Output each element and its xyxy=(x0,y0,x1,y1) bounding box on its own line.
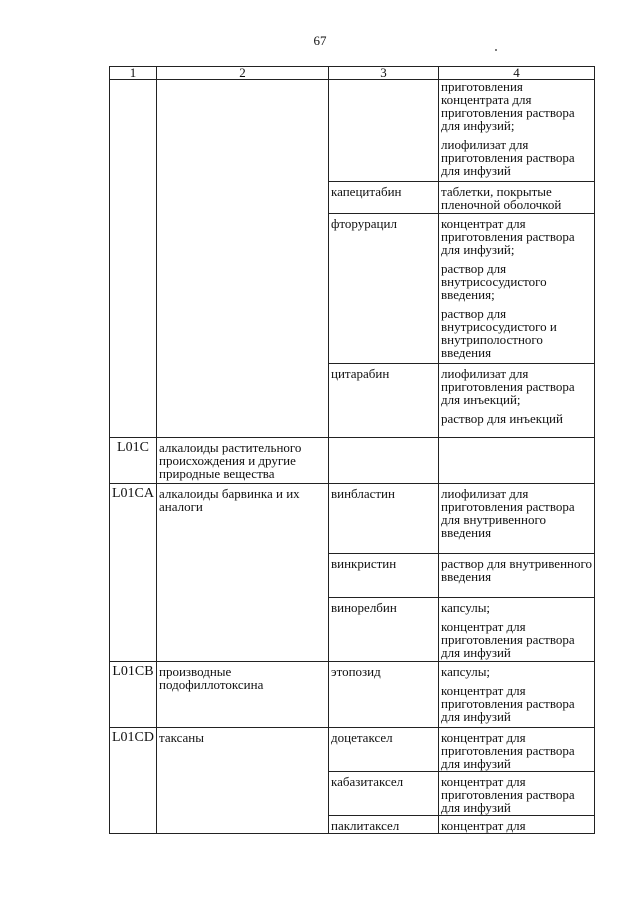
dosage-form: приготовления концентрата для приготовления раствора для инфузий; xyxy=(441,79,575,133)
dosage-form: концентрат для приготовления раствора для инфузий xyxy=(441,619,575,660)
drug-name-cell: этопозид xyxy=(329,662,439,728)
dosage-forms-cell xyxy=(439,816,595,834)
group-name-cell: алкалоиды барвинка и их аналоги xyxy=(157,484,329,662)
dosage-form: концентрат для приготовления раствора для инфузий xyxy=(441,730,575,771)
drug-name-cell: винорелбин xyxy=(329,598,439,662)
dosage-form: концентрат для приготовления раствора для инфузий xyxy=(441,774,575,815)
dosage-form: лиофилизат для приготовления раствора для инъекций; xyxy=(441,366,575,407)
drug-name-cell: фторурацил xyxy=(329,214,439,364)
drug-name-cell: капецитабин xyxy=(329,182,439,214)
drug-name-cell xyxy=(329,80,439,182)
dosage-forms-cell xyxy=(439,484,595,554)
dosage-form: раствор для внутрисосудистого введения; xyxy=(441,261,547,302)
dosage-forms-cell xyxy=(439,438,595,484)
dosage-form: концентрат для приготовления раствора для инфузий; xyxy=(441,216,575,257)
dosage-forms-cell xyxy=(439,662,595,728)
header-cell-4: 4 xyxy=(439,67,595,80)
group-name-cell: производные подофиллотоксина xyxy=(157,662,329,728)
dosage-forms-cell xyxy=(439,364,595,438)
dosage-form: концентрат для xyxy=(441,818,526,833)
dosage-form: лиофилизат для приготовления раствора для внутривенного введения xyxy=(441,486,575,540)
dosage-form: капсулы; xyxy=(441,600,491,615)
table-row xyxy=(110,728,595,772)
drug-name-cell: винбластин xyxy=(329,484,439,554)
table-row xyxy=(110,662,595,728)
drug-table xyxy=(109,66,595,834)
atc-code-cell: L01C xyxy=(110,438,157,484)
drug-name-cell: доцетаксел xyxy=(329,728,439,772)
dosage-form: таблетки, покрытые пленочной оболочкой xyxy=(441,184,562,212)
drug-name-cell: цитарабин xyxy=(329,364,439,438)
header-cell-3: 3 xyxy=(329,67,439,80)
speck-mark xyxy=(495,49,497,51)
atc-code-cell: L01CA xyxy=(110,484,157,662)
drug-name-cell: кабазитаксел xyxy=(329,772,439,816)
dosage-form: раствор для внутривенного введения xyxy=(441,556,592,584)
group-name-cell: алкалоиды растительного происхождения и другие природные вещества xyxy=(157,438,329,484)
dosage-form: раствор для инъекций xyxy=(441,411,563,426)
dosage-forms-cell xyxy=(439,772,595,816)
dosage-form: концентрат для приготовления раствора для инфузий xyxy=(441,683,575,724)
group-name-cell: таксаны xyxy=(157,728,329,834)
table-row xyxy=(110,484,595,554)
group-name-cell xyxy=(157,80,329,438)
atc-code-cell xyxy=(110,80,157,438)
dosage-forms-cell xyxy=(439,80,595,182)
dosage-forms-cell xyxy=(439,728,595,772)
drug-name-cell: паклитаксел xyxy=(329,816,439,834)
drug-name-cell: винкристин xyxy=(329,554,439,598)
table-row xyxy=(110,438,595,484)
dosage-forms-cell xyxy=(439,598,595,662)
drug-name-cell xyxy=(329,438,439,484)
dosage-forms-cell xyxy=(439,214,595,364)
header-cell-2: 2 xyxy=(157,67,329,80)
dosage-forms-cell xyxy=(439,554,595,598)
table-row xyxy=(110,80,595,182)
dosage-form: раствор для внутрисосудистого и внутриполостного введения xyxy=(441,306,557,360)
page-number: 67 xyxy=(313,33,327,48)
dosage-form: капсулы; xyxy=(441,664,491,679)
header-cell-1: 1 xyxy=(110,67,157,80)
table-header-row xyxy=(110,67,595,80)
atc-code-cell: L01CD xyxy=(110,728,157,834)
dosage-form: лиофилизат для приготовления раствора для инфузий xyxy=(441,137,575,178)
atc-code-cell: L01CB xyxy=(110,662,157,728)
dosage-forms-cell xyxy=(439,182,595,214)
